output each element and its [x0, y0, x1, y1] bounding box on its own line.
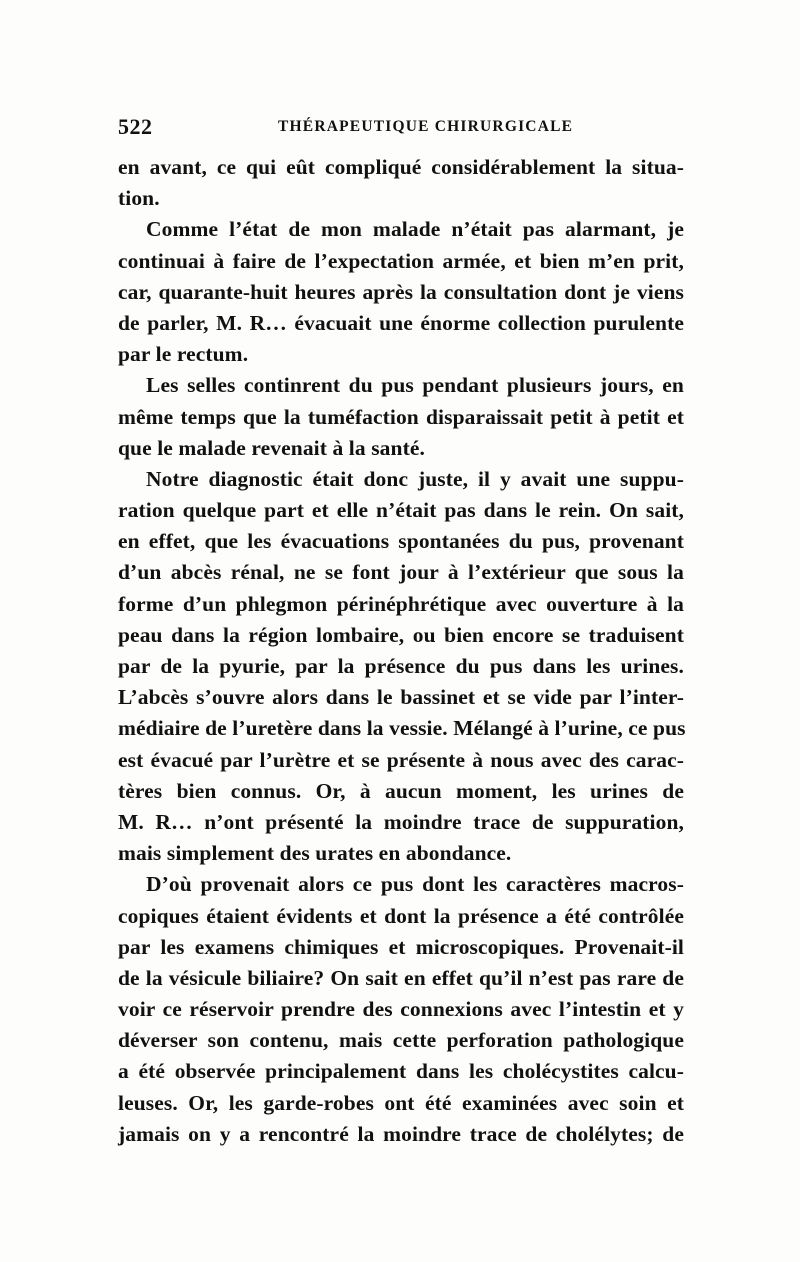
text-line: médiaire de l’uretère dans la vessie. Mélangé à l’urine, ce pus	[118, 716, 686, 741]
paragraph	[118, 869, 684, 1150]
text-line: de la vésicule biliaire? On sait en effet qu’il n’est pas rare de	[118, 965, 684, 990]
text-line: que le malade revenait à la santé.	[118, 435, 425, 460]
paragraph	[118, 370, 684, 464]
text-line: Comme l’état de mon malade n’était pas alarmant, je	[146, 217, 684, 242]
text-line: Les selles continrent du pus pendant plusieurs jours, en	[146, 373, 684, 398]
text-line: L’abcès s’ouvre alors dans le bassinet et se vide par l’inter-	[118, 685, 684, 710]
text-line: par le rectum.	[118, 342, 249, 367]
text-line: par de la pyurie, par la présence du pus dans les urines.	[118, 654, 684, 678]
text-line: a été observée principalement dans les cholécystites calcu-	[118, 1059, 684, 1084]
text-line: d’un abcès rénal, ne se font jour à l’extérieur que sous la	[118, 560, 684, 585]
running-title: THÉRAPEUTIQUE CHIRURGICALE	[278, 118, 574, 135]
text-line: jamais on y a rencontré la moindre trace de cholélytes; de	[118, 1121, 684, 1146]
text-line: copiques étaient évidents et dont la présence a été contrôlée	[118, 903, 684, 928]
text-line: continuai à faire de l’expectation armée, et bien m’en prit,	[118, 248, 684, 273]
text-line: même temps que la tuméfaction disparaissait petit à petit et	[118, 404, 684, 429]
text-line: peau dans la région lombaire, ou bien encore se traduisent	[118, 622, 684, 647]
text-line: de parler, M. R… évacuait une énorme collection purulente	[118, 310, 684, 335]
page-number: 522	[118, 114, 153, 139]
running-head	[118, 114, 684, 142]
text-line: voir ce réservoir prendre des connexions avec l’intestin et y	[118, 997, 684, 1022]
text-line: Notre diagnostic était donc juste, il y avait une suppu-	[146, 466, 684, 491]
text-line: forme d’un phlegmon périnéphrétique avec ouverture à la	[118, 591, 684, 616]
text-line: est évacué par l’urètre et se présente à nous avec des carac-	[118, 747, 684, 772]
text-line: en avant, ce qui eût compliqué considérablement la situa-	[118, 155, 684, 179]
text-line: car, quarante-huit heures après la consultation dont je viens	[118, 279, 684, 304]
paragraph	[118, 464, 684, 869]
text-line: mais simplement des urates en abondance.	[118, 841, 512, 866]
text-line: déverser son contenu, mais cette perforation pathologique	[118, 1028, 684, 1053]
text-line: D’où provenait alors ce pus dont les caractères macros-	[146, 872, 684, 897]
text-line: en effet, que les évacuations spontanées du pus, provenant	[118, 529, 684, 554]
text-line: leuses. Or, les garde-robes ont été examinées avec soin et	[118, 1090, 684, 1115]
text-line: ration quelque part et elle n’était pas dans le rein. On sait,	[118, 498, 684, 523]
body-text	[118, 152, 684, 1150]
paragraph	[118, 214, 684, 370]
text-line: tères bien connus. Or, à aucun moment, les urines de	[118, 778, 684, 803]
text-line: tion.	[118, 186, 160, 211]
paragraph	[118, 152, 684, 214]
text-line: par les examens chimiques et microscopiques. Provenait-il	[118, 934, 684, 959]
text-line: M. R… n’ont présenté la moindre trace de suppuration,	[118, 809, 684, 834]
